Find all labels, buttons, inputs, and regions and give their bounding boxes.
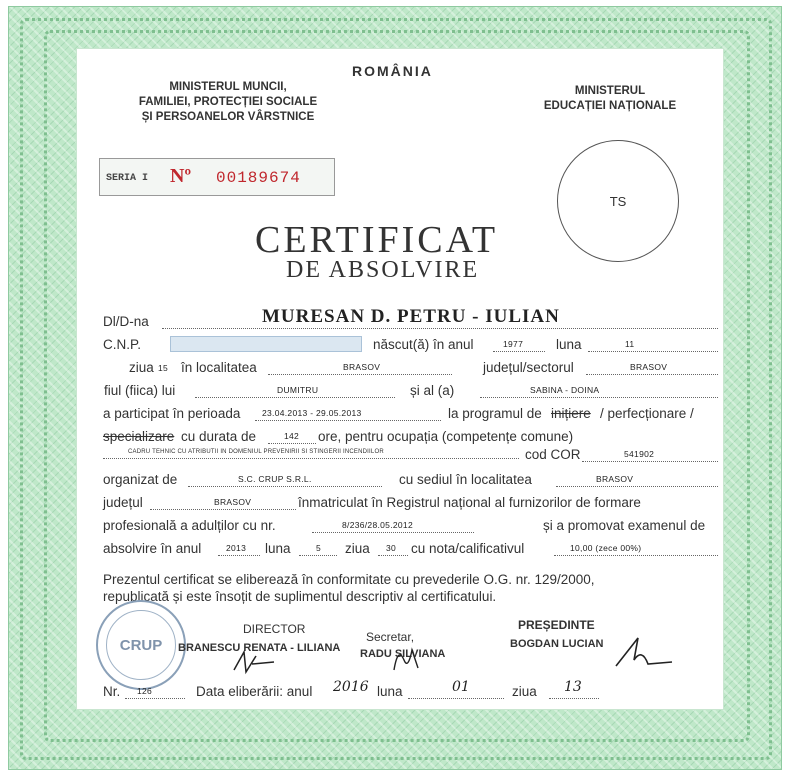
luna-line (588, 351, 718, 352)
sediu-label: cu sediul în localitatea (399, 472, 532, 487)
issue-luna-line (408, 698, 504, 699)
judetul-value: BRASOV (214, 497, 252, 507)
nascut-label: născut(ă) în anul (373, 337, 474, 352)
director-name: BRANESCU RENATA - LILIANA (178, 642, 341, 654)
dl-label: Dl/D-na (103, 314, 149, 329)
issue-luna-label: luna (377, 684, 403, 699)
promovat-label: și a promovat examenul de (543, 518, 706, 533)
inmatriculat-label: înmatriculat în Registrul național al furnizorilor de formare (298, 495, 641, 510)
crup-seal: CRUP (96, 600, 186, 690)
secretar-signature (388, 640, 428, 674)
fiul-label: fiul (fiica) lui (104, 383, 176, 398)
issue-nr-label: Nr. (103, 684, 121, 699)
nota-line (554, 555, 718, 556)
profesionala-label: profesională a adulților cu nr. (103, 518, 276, 533)
perioada-line (255, 420, 441, 421)
issue-date-label: Data eliberării: anul (196, 684, 313, 699)
director-signature (230, 648, 280, 676)
judetul-line (150, 509, 296, 510)
right-ministry: MINISTERUL EDUCAȚIEI NAȚIONALE (543, 85, 677, 112)
issue-ziua-line (549, 698, 599, 699)
perioada-value: 23.04.2013 - 29.05.2013 (262, 408, 362, 418)
certificate-subtitle: DE ABSOLVIRE (286, 257, 480, 283)
ziua-label: ziua (129, 360, 154, 375)
left-ministry: MINISTERUL MUNCII, FAMILIEI, PROTECȚIEI SOCIALE ȘI PERSOANELOR VÂRSTNICE (138, 81, 318, 123)
localitatea-line (268, 374, 452, 375)
ziua-absolvire: 30 (386, 543, 397, 553)
certificate-title: CERTIFICAT (255, 219, 499, 261)
registru-value: 8/236/28.05.2012 (342, 520, 413, 530)
luna-abs-line (299, 555, 337, 556)
issue-nr: 126 (137, 686, 153, 696)
registru-line (312, 532, 474, 533)
issue-month: 01 (452, 679, 470, 695)
presedinte-label: PREȘEDINTE (518, 618, 595, 632)
presedinte-name: BOGDAN LUCIAN (510, 638, 604, 650)
number-label: Nº (170, 165, 192, 187)
ocupatie-value: CADRU TEHNIC CU ATRIBUTII IN DOMENIUL PREVENIRII SI STINGERII INCENDIILOR (128, 449, 384, 455)
mama-line (480, 397, 718, 398)
serie-label: SERIA I (106, 173, 149, 184)
tata-value: DUMITRU (277, 385, 319, 395)
tata-line (195, 397, 395, 398)
country-title: ROMÂNIA (352, 63, 433, 79)
nota-label: cu nota/calificativul (411, 541, 525, 556)
issue-ziua-label: ziua (512, 684, 537, 699)
luna-abs-label: luna (265, 541, 291, 556)
issue-day: 13 (564, 679, 582, 695)
legal-text-line2: republicată și este însoțit de suplimentul descriptiv al certificatului. (103, 589, 497, 604)
an-abs-line (218, 555, 260, 556)
luna-label: luna (556, 337, 582, 352)
sediu-line (556, 486, 718, 487)
presedinte-signature (612, 630, 682, 674)
specializare-option: specializare (103, 429, 175, 444)
stamp-placeholder: TS (557, 140, 679, 262)
cor-label: cod COR (525, 447, 581, 462)
perfectionare-option: / perfecționare / (600, 406, 694, 421)
ore-line (268, 443, 316, 444)
ocupatie-label: ore, pentru ocupația (competențe comune) (318, 429, 574, 444)
nota-value: 10,00 (zece 00%) (570, 543, 642, 553)
luna-absolvire: 5 (316, 543, 322, 553)
an-value: 1977 (503, 339, 524, 349)
perioada-label: a participat în perioada (103, 406, 241, 421)
issue-nr-line (125, 698, 185, 699)
luna-value: 11 (625, 339, 635, 349)
judet-line (586, 374, 718, 375)
localitatea-value: BRASOV (343, 362, 381, 372)
ore-value: 142 (284, 431, 300, 441)
program-label: la programul de (448, 406, 542, 421)
serial-number: 00189674 (216, 169, 301, 187)
organizator-line (188, 486, 382, 487)
judet-value: BRASOV (630, 362, 668, 372)
judet-label: județul/sectorul (483, 360, 574, 375)
director-label: DIRECTOR (243, 622, 306, 636)
organizat-label: organizat de (103, 472, 178, 487)
ziua-value: 15 (158, 363, 169, 373)
absolvire-label: absolvire în anul (103, 541, 202, 556)
durata-label: cu durata de (181, 429, 257, 444)
ziua-abs-label: ziua (345, 541, 370, 556)
organizator-value: S.C. CRUP S.R.L. (238, 474, 312, 484)
secretar-name: RADU SILVIANA (360, 648, 446, 660)
localitatea-label: în localitatea (181, 360, 257, 375)
initiere-option: inițiere (551, 406, 591, 421)
ziua-abs-line (378, 555, 408, 556)
legal-text-line1: Prezentul certificat se eliberează în conformitate cu prevederile O.G. nr. 129/2000, (103, 572, 595, 587)
name-line (162, 328, 718, 329)
judetul-label: județul (103, 495, 143, 510)
cor-line (582, 461, 718, 462)
mama-value: SABINA - DOINA (530, 385, 600, 395)
cor-value: 541902 (624, 449, 655, 459)
ocupatie-line (103, 458, 519, 459)
issue-year: 2016 (333, 679, 369, 695)
secretar-label: Secretar, (366, 630, 415, 644)
holder-name: MURESAN D. PETRU - IULIAN (262, 306, 560, 327)
an-line (493, 351, 545, 352)
an-absolvire: 2013 (226, 543, 247, 553)
sediu-value: BRASOV (596, 474, 634, 484)
cnp-label: C.N.P. (103, 337, 142, 352)
cnp-redacted (170, 336, 362, 352)
si-label: și al (a) (410, 383, 455, 398)
